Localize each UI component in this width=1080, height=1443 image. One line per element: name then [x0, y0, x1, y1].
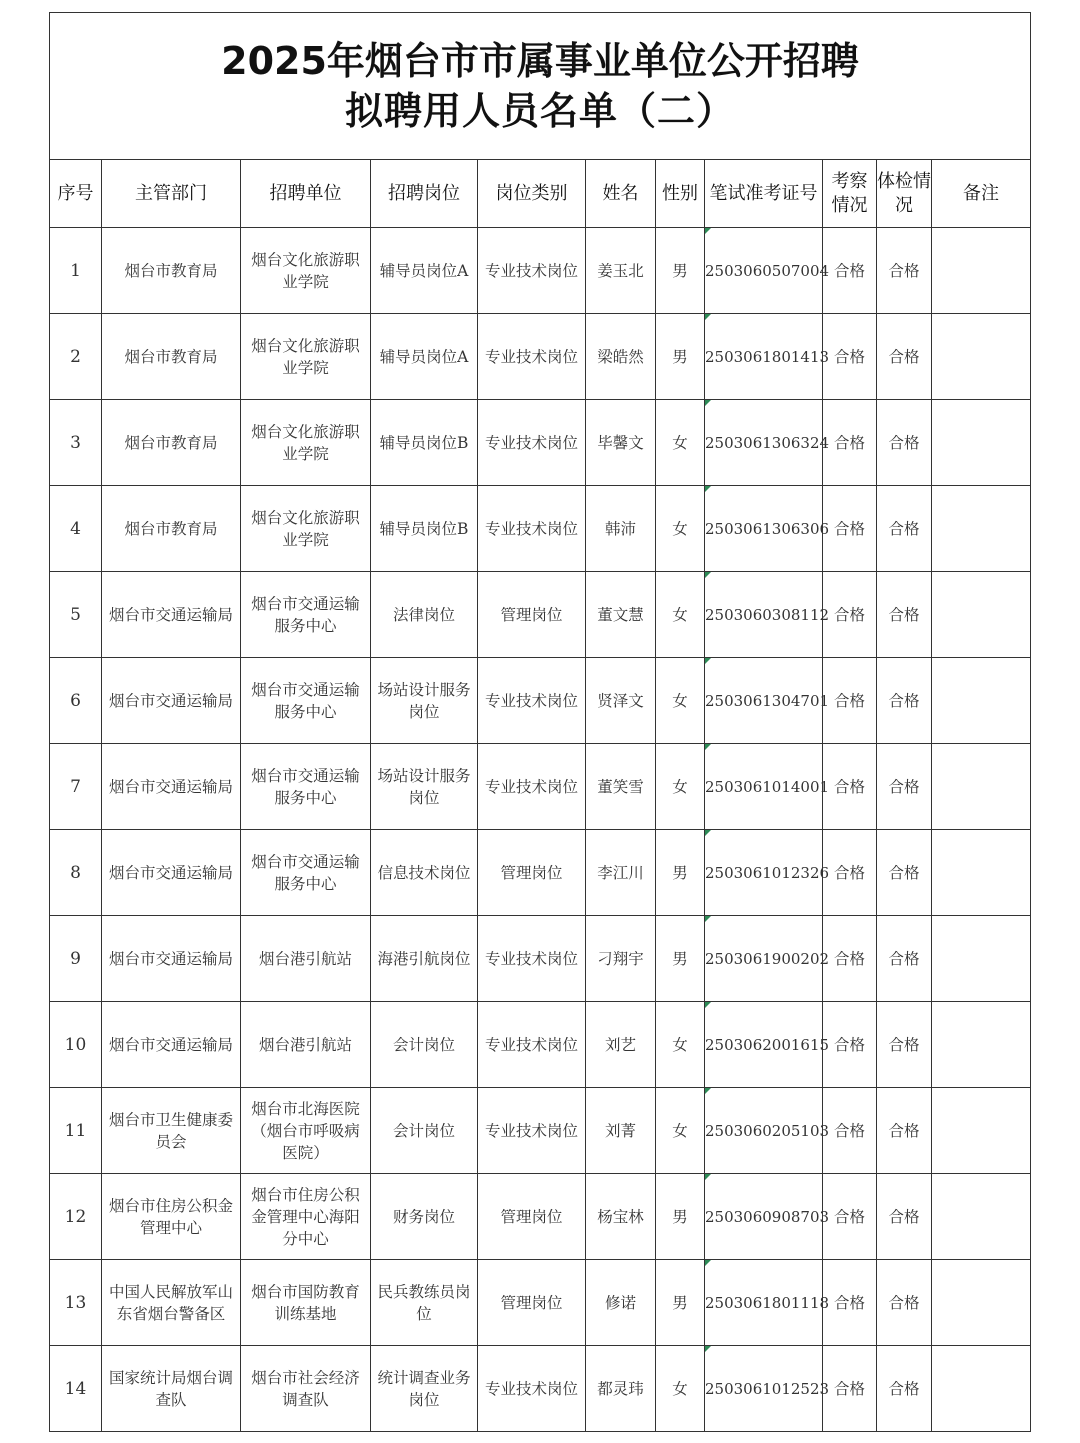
cell-post: 辅导员岗位B [371, 486, 478, 572]
table-row [50, 1002, 1031, 1088]
cell-exam-id [705, 228, 830, 314]
cell-post: 辅导员岗位A [371, 228, 478, 314]
cell-physical: 合格 [877, 830, 932, 916]
cell-gender: 男 [656, 1260, 705, 1346]
exam-id-text: 2503060308112 [705, 605, 830, 624]
cell-physical: 合格 [877, 1346, 932, 1432]
cell-remarks [932, 1346, 1031, 1432]
cell-gender: 女 [656, 744, 705, 830]
cell-gender: 女 [656, 1346, 705, 1432]
cell-unit: 烟台市国防教育训练基地 [241, 1260, 371, 1346]
cell-physical: 合格 [877, 1088, 932, 1174]
cell-remarks [932, 1002, 1031, 1088]
cell-post: 会计岗位 [371, 1088, 478, 1174]
exam-id-text: 2503062001615 [705, 1035, 830, 1054]
cell-remarks [932, 572, 1031, 658]
cell-unit: 烟台文化旅游职业学院 [241, 228, 371, 314]
cell-category: 专业技术岗位 [478, 1088, 586, 1174]
cell-dept: 烟台市教育局 [102, 314, 241, 400]
cell-gender: 女 [656, 658, 705, 744]
header-exam-id: 笔试准考证号 [705, 160, 823, 228]
cell-marker-icon [705, 658, 711, 664]
cell-category: 专业技术岗位 [478, 400, 586, 486]
header-row [50, 160, 1031, 228]
cell-dept: 烟台市住房公积金管理中心 [102, 1174, 241, 1260]
cell-remarks [932, 1260, 1031, 1346]
cell-category: 管理岗位 [478, 1174, 586, 1260]
cell-inspection: 合格 [823, 1088, 877, 1174]
cell-marker-icon [705, 1260, 711, 1266]
cell-seq: 2 [50, 314, 102, 400]
cell-category: 专业技术岗位 [478, 1002, 586, 1088]
table-row [50, 572, 1031, 658]
header-name: 姓名 [586, 160, 656, 228]
cell-unit: 烟台市住房公积金管理中心海阳分中心 [241, 1174, 371, 1260]
cell-inspection: 合格 [823, 486, 877, 572]
cell-category: 专业技术岗位 [478, 1346, 586, 1432]
cell-seq: 3 [50, 400, 102, 486]
title-line-2: 拟聘用人员名单（二） [345, 89, 736, 133]
cell-name: 董文慧 [586, 572, 656, 658]
cell-name: 韩沛 [586, 486, 656, 572]
cell-marker-icon [705, 916, 711, 922]
cell-marker-icon [705, 1174, 711, 1180]
cell-name: 毕馨文 [586, 400, 656, 486]
cell-name: 修诺 [586, 1260, 656, 1346]
cell-exam-id [705, 744, 830, 830]
table-row [50, 1260, 1031, 1346]
cell-gender: 女 [656, 400, 705, 486]
header-dept: 主管部门 [102, 160, 241, 228]
cell-inspection: 合格 [823, 1346, 877, 1432]
cell-remarks [932, 400, 1031, 486]
cell-dept: 烟台市交通运输局 [102, 572, 241, 658]
cell-gender: 女 [656, 572, 705, 658]
cell-inspection: 合格 [823, 400, 877, 486]
cell-exam-id [705, 1260, 830, 1346]
cell-marker-icon [705, 1002, 711, 1008]
cell-marker-icon [705, 1346, 711, 1352]
cell-inspection: 合格 [823, 1174, 877, 1260]
exam-id-text: 2503061801413 [705, 347, 830, 366]
cell-seq: 10 [50, 1002, 102, 1088]
cell-inspection: 合格 [823, 830, 877, 916]
exam-id-text: 2503061801118 [705, 1293, 830, 1312]
cell-post: 场站设计服务岗位 [371, 658, 478, 744]
exam-id-text: 2503061014001 [705, 777, 830, 796]
cell-dept: 烟台市交通运输局 [102, 744, 241, 830]
cell-post: 信息技术岗位 [371, 830, 478, 916]
cell-gender: 男 [656, 916, 705, 1002]
cell-unit: 烟台文化旅游职业学院 [241, 400, 371, 486]
table-row [50, 1088, 1031, 1174]
cell-unit: 烟台市交通运输服务中心 [241, 830, 371, 916]
table-row [50, 916, 1031, 1002]
cell-exam-id [705, 1346, 830, 1432]
cell-physical: 合格 [877, 400, 932, 486]
cell-marker-icon [705, 228, 711, 234]
cell-category: 专业技术岗位 [478, 486, 586, 572]
cell-gender: 男 [656, 314, 705, 400]
cell-unit: 烟台港引航站 [241, 916, 371, 1002]
cell-inspection: 合格 [823, 228, 877, 314]
title-line-1: 2025年烟台市市属事业单位公开招聘 [221, 39, 859, 83]
cell-category: 专业技术岗位 [478, 658, 586, 744]
personnel-table [49, 12, 1031, 1432]
cell-name: 姜玉北 [586, 228, 656, 314]
cell-name: 贤泽文 [586, 658, 656, 744]
cell-marker-icon [705, 830, 711, 836]
cell-category: 管理岗位 [478, 830, 586, 916]
exam-id-text: 2503061900202 [705, 949, 830, 968]
exam-id-text: 2503060205103 [705, 1121, 830, 1140]
cell-post: 会计岗位 [371, 1002, 478, 1088]
cell-remarks [932, 314, 1031, 400]
cell-category: 专业技术岗位 [478, 744, 586, 830]
cell-unit: 烟台港引航站 [241, 1002, 371, 1088]
cell-unit: 烟台文化旅游职业学院 [241, 314, 371, 400]
cell-post: 辅导员岗位A [371, 314, 478, 400]
cell-remarks [932, 486, 1031, 572]
cell-physical: 合格 [877, 1260, 932, 1346]
cell-exam-id [705, 1002, 830, 1088]
cell-seq: 5 [50, 572, 102, 658]
cell-remarks [932, 916, 1031, 1002]
cell-post: 法律岗位 [371, 572, 478, 658]
table-row [50, 400, 1031, 486]
cell-inspection: 合格 [823, 314, 877, 400]
cell-gender: 女 [656, 1088, 705, 1174]
exam-id-text: 2503060908703 [705, 1207, 830, 1226]
cell-physical: 合格 [877, 228, 932, 314]
cell-seq: 11 [50, 1088, 102, 1174]
cell-inspection: 合格 [823, 1260, 877, 1346]
cell-dept: 烟台市交通运输局 [102, 916, 241, 1002]
cell-remarks [932, 830, 1031, 916]
table-row [50, 1174, 1031, 1260]
cell-physical: 合格 [877, 486, 932, 572]
cell-physical: 合格 [877, 314, 932, 400]
cell-inspection: 合格 [823, 658, 877, 744]
cell-category: 专业技术岗位 [478, 314, 586, 400]
cell-physical: 合格 [877, 572, 932, 658]
cell-post: 场站设计服务岗位 [371, 744, 478, 830]
cell-inspection: 合格 [823, 744, 877, 830]
cell-post: 统计调查业务岗位 [371, 1346, 478, 1432]
cell-remarks [932, 658, 1031, 744]
cell-dept: 烟台市教育局 [102, 228, 241, 314]
header-category: 岗位类别 [478, 160, 586, 228]
exam-id-text: 2503060507004 [705, 261, 830, 280]
cell-exam-id [705, 916, 830, 1002]
cell-dept: 中国人民解放军山东省烟台警备区 [102, 1260, 241, 1346]
cell-category: 管理岗位 [478, 1260, 586, 1346]
cell-marker-icon [705, 314, 711, 320]
cell-unit: 烟台市社会经济调查队 [241, 1346, 371, 1432]
cell-dept: 国家统计局烟台调查队 [102, 1346, 241, 1432]
cell-post: 财务岗位 [371, 1174, 478, 1260]
cell-category: 专业技术岗位 [478, 916, 586, 1002]
header-inspection: 考察情况 [823, 160, 877, 228]
cell-physical: 合格 [877, 744, 932, 830]
table-row [50, 314, 1031, 400]
header-unit: 招聘单位 [241, 160, 371, 228]
cell-exam-id [705, 1088, 830, 1174]
cell-seq: 13 [50, 1260, 102, 1346]
cell-exam-id [705, 572, 830, 658]
cell-dept: 烟台市教育局 [102, 486, 241, 572]
document-title [50, 13, 1031, 160]
cell-exam-id [705, 400, 830, 486]
cell-name: 都灵玮 [586, 1346, 656, 1432]
header-physical: 体检情况 [877, 160, 932, 228]
cell-marker-icon [705, 744, 711, 750]
cell-physical: 合格 [877, 658, 932, 744]
cell-physical: 合格 [877, 916, 932, 1002]
exam-id-text: 2503061304701 [705, 691, 830, 710]
header-gender: 性别 [656, 160, 705, 228]
cell-name: 杨宝林 [586, 1174, 656, 1260]
cell-inspection: 合格 [823, 1002, 877, 1088]
table-row [50, 658, 1031, 744]
cell-remarks [932, 744, 1031, 830]
cell-name: 刘艺 [586, 1002, 656, 1088]
cell-marker-icon [705, 1088, 711, 1094]
cell-marker-icon [705, 572, 711, 578]
cell-unit: 烟台文化旅游职业学院 [241, 486, 371, 572]
cell-gender: 男 [656, 1174, 705, 1260]
cell-remarks [932, 228, 1031, 314]
cell-seq: 6 [50, 658, 102, 744]
cell-category: 管理岗位 [478, 572, 586, 658]
table-row [50, 744, 1031, 830]
cell-unit: 烟台市交通运输服务中心 [241, 572, 371, 658]
cell-dept: 烟台市卫生健康委员会 [102, 1088, 241, 1174]
cell-physical: 合格 [877, 1002, 932, 1088]
cell-dept: 烟台市教育局 [102, 400, 241, 486]
cell-post: 民兵教练员岗位 [371, 1260, 478, 1346]
cell-remarks [932, 1174, 1031, 1260]
cell-name: 李江川 [586, 830, 656, 916]
cell-unit: 烟台市交通运输服务中心 [241, 658, 371, 744]
cell-exam-id [705, 314, 830, 400]
cell-marker-icon [705, 400, 711, 406]
cell-name: 刁翔宇 [586, 916, 656, 1002]
cell-seq: 12 [50, 1174, 102, 1260]
cell-gender: 男 [656, 228, 705, 314]
header-post: 招聘岗位 [371, 160, 478, 228]
exam-id-text: 2503061306306 [705, 519, 830, 538]
cell-seq: 14 [50, 1346, 102, 1432]
cell-seq: 8 [50, 830, 102, 916]
cell-name: 刘菁 [586, 1088, 656, 1174]
table-row [50, 1346, 1031, 1432]
cell-marker-icon [705, 486, 711, 492]
table-row [50, 486, 1031, 572]
cell-post: 辅导员岗位B [371, 400, 478, 486]
header-seq: 序号 [50, 160, 102, 228]
cell-seq: 4 [50, 486, 102, 572]
cell-name: 梁皓然 [586, 314, 656, 400]
cell-gender: 男 [656, 830, 705, 916]
cell-seq: 7 [50, 744, 102, 830]
cell-seq: 9 [50, 916, 102, 1002]
cell-unit: 烟台市交通运输服务中心 [241, 744, 371, 830]
cell-category: 专业技术岗位 [478, 228, 586, 314]
table-row [50, 228, 1031, 314]
cell-exam-id [705, 486, 830, 572]
cell-exam-id [705, 1174, 830, 1260]
cell-exam-id [705, 658, 830, 744]
cell-exam-id [705, 830, 830, 916]
cell-seq: 1 [50, 228, 102, 314]
cell-name: 董笑雪 [586, 744, 656, 830]
cell-gender: 女 [656, 1002, 705, 1088]
cell-gender: 女 [656, 486, 705, 572]
exam-id-text: 2503061012326 [705, 863, 830, 882]
cell-inspection: 合格 [823, 572, 877, 658]
exam-id-text: 2503061306324 [705, 433, 830, 452]
header-remarks: 备注 [932, 160, 1031, 228]
cell-dept: 烟台市交通运输局 [102, 1002, 241, 1088]
table-row [50, 830, 1031, 916]
cell-physical: 合格 [877, 1174, 932, 1260]
cell-remarks [932, 1088, 1031, 1174]
cell-post: 海港引航岗位 [371, 916, 478, 1002]
cell-inspection: 合格 [823, 916, 877, 1002]
cell-dept: 烟台市交通运输局 [102, 658, 241, 744]
cell-unit: 烟台市北海医院（烟台市呼吸病医院） [241, 1088, 371, 1174]
exam-id-text: 2503061012523 [705, 1379, 830, 1398]
cell-dept: 烟台市交通运输局 [102, 830, 241, 916]
